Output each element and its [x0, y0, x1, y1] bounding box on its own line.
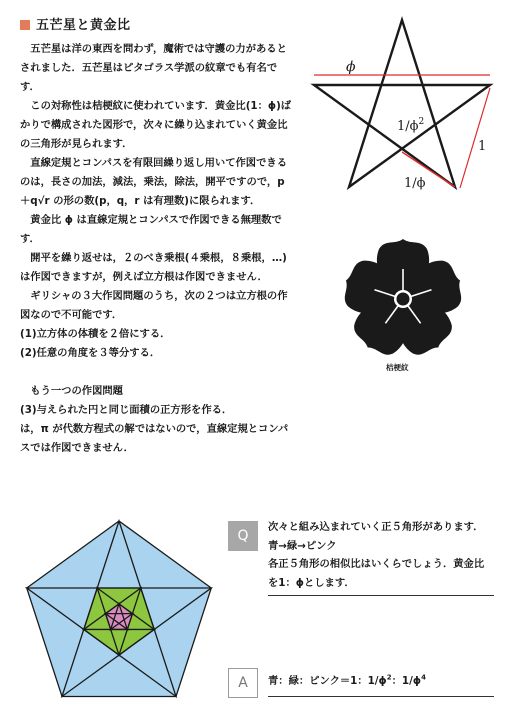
paragraph-square-roots: 開平を繰り返せは，２のべき乗根(４乗根，８乗根，…)は作図できますが，例えば立方根は作図できません． [20, 252, 287, 283]
problem-2: (2)任意の角度を３等分する． [20, 347, 161, 359]
paragraph-three-problems: ギリシャの３大作図問題のうち，次の２つは立方根の作図なので不可能です． [20, 290, 288, 321]
kikyo-caption: 桔梗紋 [386, 363, 409, 372]
problem-3: (3)与えられた円と同じ面積の正方形を作る． [20, 404, 233, 416]
question-line-1: 次々と組み込まれていく正５角形があります． [268, 521, 484, 533]
question-badge: Q [228, 521, 258, 551]
label-one: 1 [478, 139, 487, 154]
pentagram-star [314, 20, 490, 187]
paragraph-construction: 直線定規とコンパスを有限回繰り返し用いて作図できるのは，長さの加法，減法，乗法，除法，開平ですので，p＋q√r の形の数(p，q，r は有理数)に限られます． [20, 157, 287, 207]
paragraph-pentagram: 五芒星は洋の東西を問わず，魔術では守護の力があるとされました．五芒星はピタゴラス学派の紋章でも有名です． [20, 43, 287, 93]
answer-badge: A [228, 668, 258, 698]
paragraph-golden-ratio: 黄金比 ϕ は直線定規とコンパスで作図できる無理数です． [20, 214, 282, 245]
label-phi: ϕ [346, 59, 356, 75]
pentagram-diagram [302, 10, 502, 200]
problem-1: (1)立方体の体積を２倍にする． [20, 328, 171, 340]
question-divider [268, 595, 494, 596]
question-line-2: 青→緑→ピンク [268, 539, 337, 552]
main-text [20, 40, 294, 458]
label-inv-phi: 1/ϕ [404, 176, 426, 191]
kikyo-crest-icon [338, 237, 468, 362]
paragraph-pi: は，π が代数方程式の解ではないので，直線定規とコンパスでは作図できません． [20, 423, 289, 454]
answer-text: 青：緑：ピンク＝1：$1/\phi^2$：$1/\phi^4$ [268, 673, 426, 687]
title-text: 五芒星と黄金比 [36, 18, 131, 33]
paragraph-another-problem: もう一つの作図問題 [30, 385, 123, 397]
section-title [20, 14, 131, 33]
question-text [268, 518, 494, 592]
label-inv-phi2: $1/\phi^2$ [397, 117, 425, 134]
nested-pentagon-diagram [14, 508, 224, 708]
answer-divider [268, 696, 494, 697]
title-marker-icon [20, 20, 30, 30]
question-line-3: 各正５角形の相似比はいくらでしょう．黄金比を1：ϕとします． [268, 558, 485, 589]
paragraph-symmetry: この対称性は桔梗紋に使われています．黄金比(1：ϕ)ばかりで構成された図形で，次々に繰り込まれていく黄金比の三角形が見られます． [20, 100, 292, 150]
